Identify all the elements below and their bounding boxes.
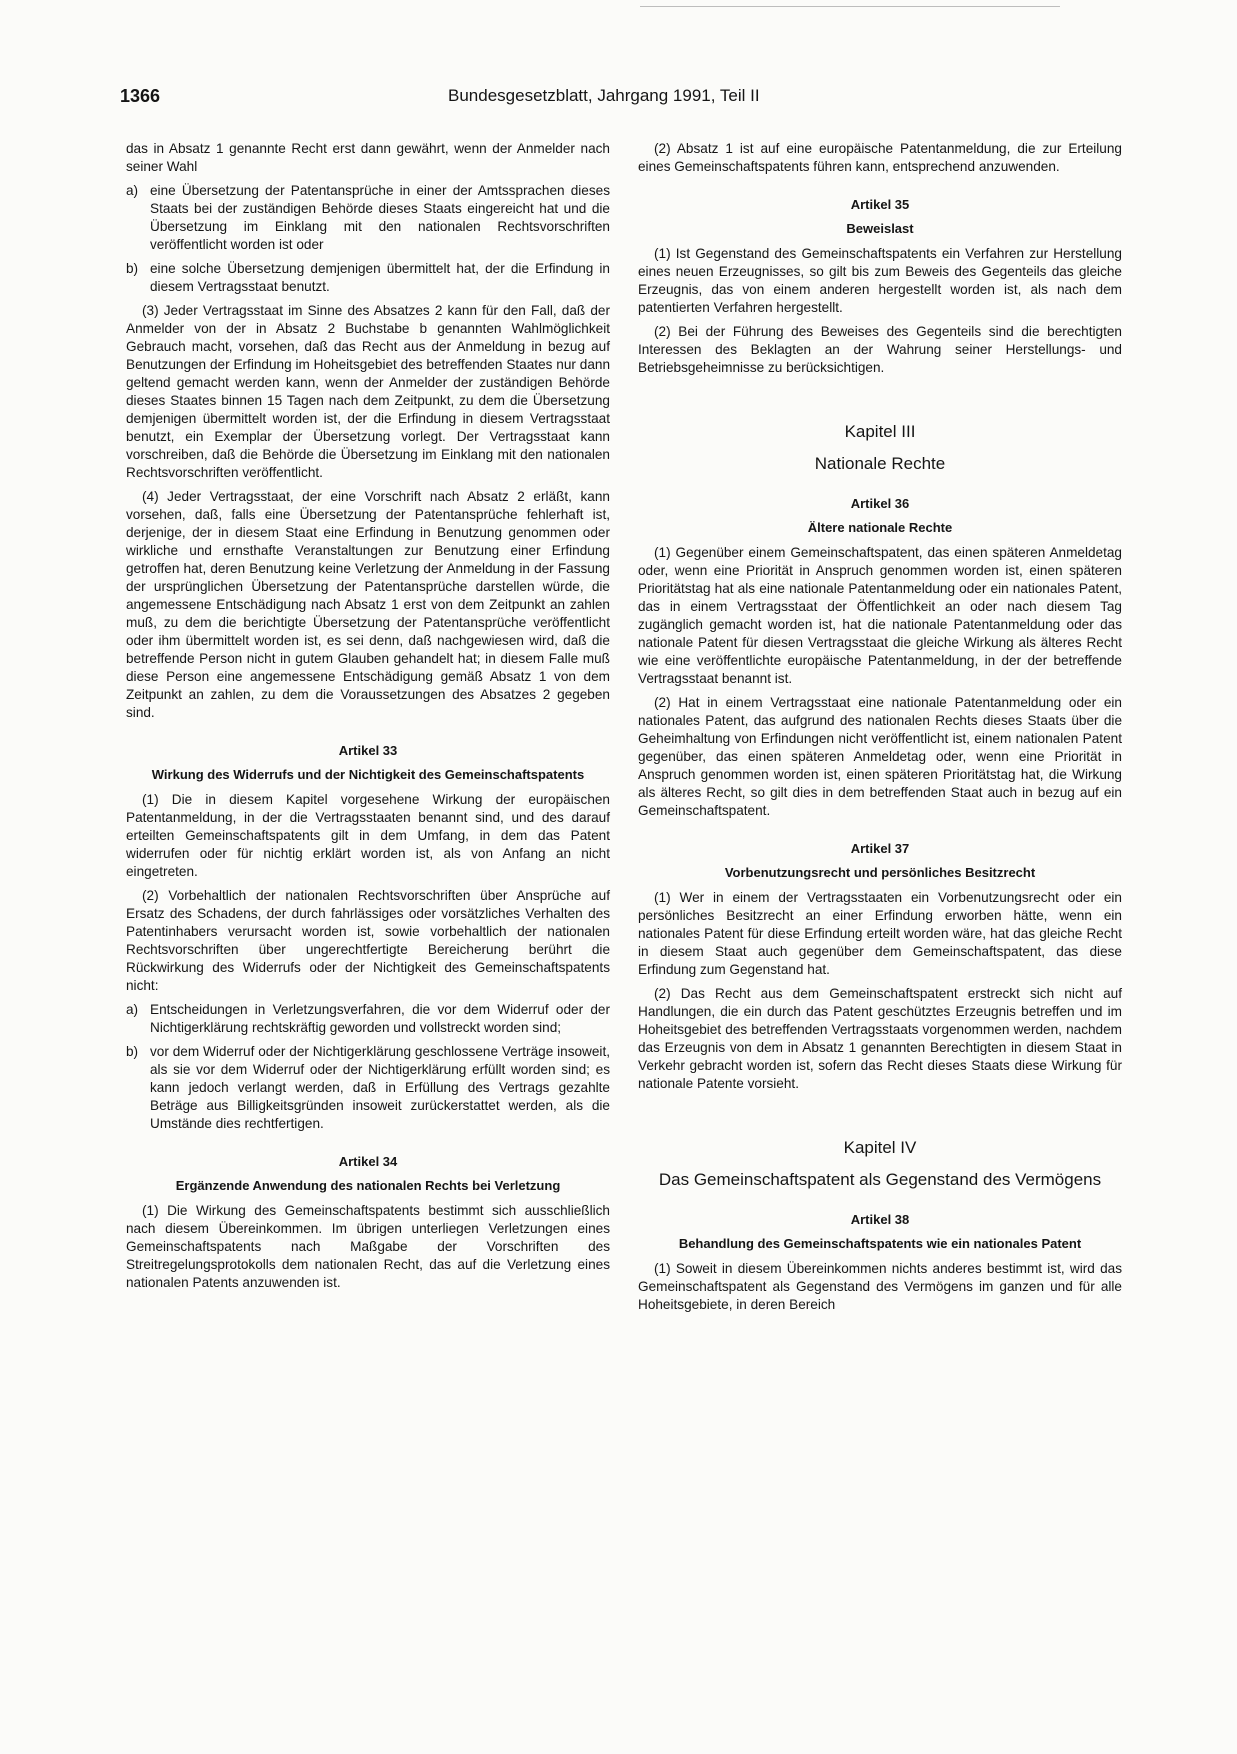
article-33-subtitle: Wirkung des Widerrufs und der Nichtigkeit des Gemeinschaftspatents xyxy=(151,767,585,782)
paragraph: (3) Jeder Vertragsstaat im Sinne des Absatzes 2 kann für den Fall, daß der Anmelder von der in Absatz 2 Buchstabe b genannten Wahlmöglichkeit Gebrauch macht, vorsehen, daß das Recht aus der Anmeldung in bezug auf Benutzungen der Erfindung im Hoheitsgebiet des betreffenden Staates nur dann geltend gemacht werden kann, wenn der Anmelder der zuständigen Behörde dieses Staates binnen 15 Tagen nach dem Zeitpunkt, zu dem die Übersetzung demjenigen übermittelt worden ist, der die Erfindung in diesem Vertragsstaat benutzt, ein Exemplar der Übersetzung vorlegt. Der Vertragsstaat kann vorschreiben, daß die Behörde die Übersetzung im Einklang mit den nationalen Rechtsvorschriften veröffentlicht. xyxy=(126,303,610,480)
article-37-heading: Artikel 37 xyxy=(850,841,910,856)
paragraph: (1) Die Wirkung des Gemeinschaftspatents bestimmt sich ausschließlich nach diesem Übereinkommen. Im übrigen unterliegen Verletzungen eines Gemeinschaftspatents nach Maßgabe der Vorschriften des Streitregelungsprotokolls dem nationalen Recht, das auf die Verletzung eines nationalen Patents anzuwenden ist. xyxy=(126,1203,610,1290)
paragraph: (1) Ist Gegenstand des Gemeinschaftspatents ein Verfahren zur Herstellung eines neuen Erzeugnisses, so gilt bis zum Beweis des Gegenteils das gleiche Erzeugnis, das von einem anderen hergestellt worden ist, als nach dem patentierten Verfahren hergestellt. xyxy=(638,246,1122,315)
paragraph: (2) Bei der Führung des Beweises des Gegenteils sind die berechtigten Interessen des Beklagten an der Wahrung seiner Herstellungs- und Betriebsgeheimnisse zu berücksichtigen. xyxy=(638,324,1122,375)
article-35-subtitle: Beweislast xyxy=(846,221,914,236)
left-column xyxy=(126,140,610,1298)
top-rule xyxy=(640,6,1060,7)
article-37-subtitle: Vorbenutzungsrecht und persönliches Besitzrecht xyxy=(724,865,1036,880)
list-label: b) xyxy=(126,1044,139,1059)
chapter-4-title: Das Gemeinschaftspatent als Gegenstand des Vermögens xyxy=(658,1170,1102,1189)
article-38-heading: Artikel 38 xyxy=(850,1212,910,1227)
paragraph: (4) Jeder Vertragsstaat, der eine Vorschrift nach Absatz 2 erläßt, kann vorsehen, daß, falls eine Übersetzung der Patentansprüche fehlerhaft ist, derjenige, der in diesem Staat eine Erfindung in Benutzung genommen oder wirkliche und ernsthafte Veranstaltungen zur Benutzung einer Erfindung getroffen hat, deren Benutzung keine Verletzung der Anmeldung in der Fassung der ursprünglichen Übersetzung der Patentansprüche darstellen würde, die angemessene Entschädigung nach Absatz 1 erst von dem Zeitpunkt an zahlen muß, zu dem die berichtigte Übersetzung der Patentansprüche veröffentlicht oder ihm übermittelt worden ist, es sei denn, daß nachgewiesen wird, daß die betreffende Person nicht in gutem Glauben gehandelt hat; in diesem Falle muß diese Person eine angemessene Entschädigung gemäß Absatz 1 von dem Zeitpunkt an zahlen, zu dem die Voraussetzungen des Absatzes 2 gegeben sind. xyxy=(126,489,610,720)
article-38-subtitle: Behandlung des Gemeinschaftspatents wie ein nationales Patent xyxy=(678,1236,1082,1251)
article-36-subtitle: Ältere nationale Rechte xyxy=(807,520,953,535)
list-item xyxy=(126,182,610,254)
list-text: eine solche Übersetzung demjenigen übermittelt hat, der die Erfindung in diesem Vertragsstaat benutzt. xyxy=(150,261,610,294)
running-title: Bundesgesetzblatt, Jahrgang 1991, Teil II xyxy=(448,86,760,105)
chapter-3-heading: Kapitel III xyxy=(844,422,916,441)
list-label: a) xyxy=(126,1002,139,1017)
spacer xyxy=(638,383,1122,421)
paragraph: (1) Wer in einem der Vertragsstaaten ein Vorbenutzungsrecht oder ein persönliches Besitzrecht an einer Erfindung erworben hätte, wenn ein nationales Patent für diese Erfindung erteilt worden wäre, hat das gleiche Recht in diesem Staat auch gegenüber dem Gemeinschaftspatent, das diese Erfindung zum Gegenstand hat. xyxy=(638,890,1122,977)
paragraph: das in Absatz 1 genannte Recht erst dann gewährt, wenn der Anmelder nach seiner Wahl xyxy=(126,141,610,174)
page-header xyxy=(120,86,1118,110)
article-34-subtitle: Ergänzende Anwendung des nationalen Rechts bei Verletzung xyxy=(175,1178,561,1193)
article-33-heading: Artikel 33 xyxy=(338,743,398,758)
article-36-heading: Artikel 36 xyxy=(850,496,910,511)
paragraph: (2) Vorbehaltlich der nationalen Rechtsvorschriften über Ansprüche auf Ersatz des Schadens, der durch fahrlässiges oder vorsätzliches Verhalten des Patentinhabers verursacht worden ist, sowie vorbehaltlich der nationalen Rechtsvorschriften über ungerechtfertigte Bereicherung berührt die Rückwirkung des Widerrufs oder der Nichtigkeit des Gemeinschaftspatents nicht: xyxy=(126,888,610,993)
list-text: vor dem Widerruf oder der Nichtigerklärung geschlossene Verträge insoweit, als sie vor dem Widerruf oder der Nichtigerklärung erfüllt worden sind; es kann jedoch verlangt werden, daß in Erfüllung des Vertrags gezahlte Beträge aus Billigkeitsgründen insoweit zurückerstattet werden, als die Umstände dies rechtfertigen. xyxy=(150,1044,610,1131)
article-35-heading: Artikel 35 xyxy=(850,197,910,212)
list-label: b) xyxy=(126,261,139,276)
right-column xyxy=(638,140,1122,1320)
list-item xyxy=(126,1043,610,1133)
paragraph: (1) Gegenüber einem Gemeinschaftspatent, das einen späteren Anmeldetag oder, wenn eine Priorität in Anspruch genommen worden ist, einen späteren Prioritätstag hat als eine nationale Patentanmeldung oder ein nationales Patent, das in einem Vertragsstaat der Öffentlichkeit an oder nach diesem Tag zugänglich gemacht worden ist, hat die nationale Patentanmeldung oder das nationale Patent für diesen Vertragsstaat die gleiche Wirkung als älteres Recht wie eine veröffentlichte europäische Patentanmeldung, in der der betreffende Vertragsstaat benannt ist. xyxy=(638,545,1122,686)
list-item xyxy=(126,260,610,296)
paragraph: (2) Hat in einem Vertragsstaat eine nationale Patentanmeldung oder ein nationales Patent, das aufgrund des nationalen Rechts dieses Staats über die Geheimhaltung von Erfindungen nicht veröffentlicht ist, einem nationalen Patent gegenüber, das einen späteren Anmeldetag oder, wenn eine Priorität in Anspruch genommen worden ist, einen späteren Prioritätstag hat, die Wirkung als älteres Recht, so gilt dies in dem betreffenden Staat auch in bezug auf ein Gemeinschaftspatent. xyxy=(638,695,1122,818)
list-item xyxy=(126,1001,610,1037)
paragraph: (1) Soweit in diesem Übereinkommen nichts anderes bestimmt ist, wird das Gemeinschaftspatent als Gegenstand des Vermögens im ganzen und für alle Hoheitsgebiete, in deren Bereich xyxy=(638,1261,1122,1312)
list-text: Entscheidungen in Verletzungsverfahren, die vor dem Widerruf oder der Nichtigerklärung rechtskräftig geworden und vollstreckt worden sind; xyxy=(150,1002,610,1035)
chapter-3-title: Nationale Rechte xyxy=(814,454,946,473)
spacer xyxy=(638,1099,1122,1137)
list-text: eine Übersetzung der Patentansprüche in einer der Amtssprachen dieses Staats bei der zuständigen Behörde dieses Staats eingereicht hat und die Übersetzung im Einklang mit den nationalen Rechtsvorschriften veröffentlicht worden ist oder xyxy=(150,183,610,252)
paragraph: (1) Die in diesem Kapitel vorgesehene Wirkung der europäischen Patentanmeldung, in der die Vertragsstaaten benannt sind, und des darauf erteilten Gemeinschaftspatents gilt in dem Umfang, in dem das Patent widerrufen oder für nichtig erklärt worden ist, als von Anfang an nicht eingetreten. xyxy=(126,792,610,879)
page-number: 1366 xyxy=(120,86,161,106)
list-label: a) xyxy=(126,183,139,198)
paragraph: (2) Absatz 1 ist auf eine europäische Patentanmeldung, die zur Erteilung eines Gemeinschaftspatents führen kann, entsprechend anzuwenden. xyxy=(638,141,1122,174)
paragraph: (2) Das Recht aus dem Gemeinschaftspatent erstreckt sich nicht auf Handlungen, die ein durch das Patent geschütztes Erzeugnis betreffen und im Hoheitsgebiet des betreffenden Vertragsstaats vorgenommen werden, nachdem das Erzeugnis von dem in Absatz 1 genannten Berechtigten in diesem Staat in Verkehr gebracht worden ist, sofern das Recht dieses Staats diese Wirkung für nationale Patente vorsieht. xyxy=(638,986,1122,1091)
chapter-4-heading: Kapitel IV xyxy=(843,1138,917,1157)
article-34-heading: Artikel 34 xyxy=(338,1154,398,1169)
